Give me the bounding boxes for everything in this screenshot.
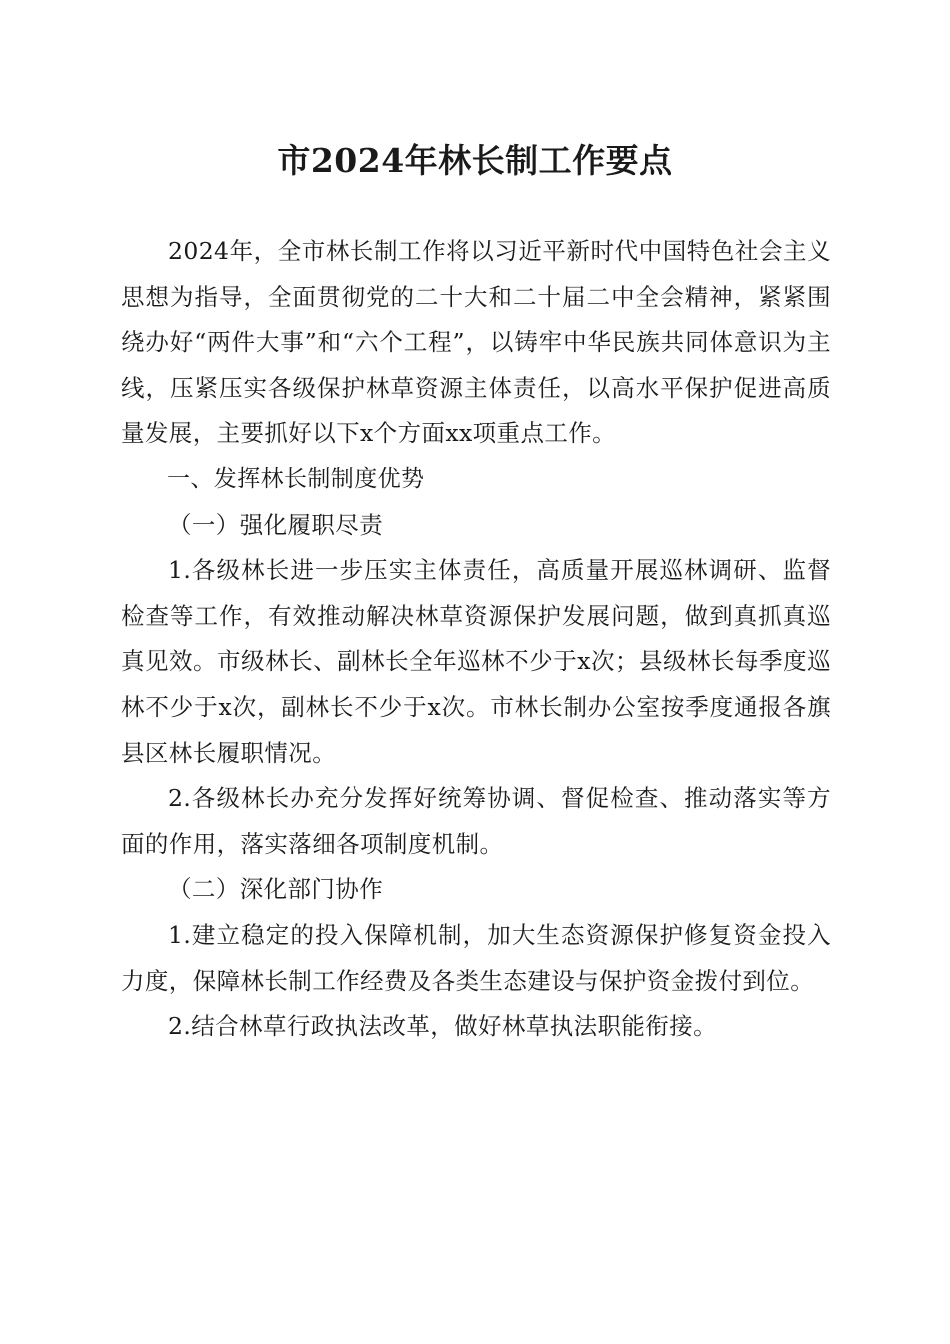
item-paragraph: 2.各级林长办充分发挥好统筹协调、督促检查、推动落实等方面的作用，落实落细各项制度机制。 — [121, 784, 831, 858]
document-title: 市2024年林长制工作要点 — [277, 141, 673, 180]
subsection-heading-2: （二）深化部门协作 — [168, 875, 384, 904]
item-paragraph: 1.各级林长进一步压实主体责任，高质量开展巡林调研、监督检查等工作，有效推动解决林草资源保护发展问题，做到真抓真巡真见效。市级林长、副林长全年巡林不少于x次；县级林长每季度巡林不少于x次，副林长不少于x次。市林长制办公室按季度通报各旗县区林长履职情况。 — [121, 556, 831, 767]
item-paragraph: 1.建立稳定的投入保障机制，加大生态资源保护修复资金投入力度，保障林长制工作经费及各类生态建设与保护资金拨付到位。 — [121, 920, 831, 995]
section-heading-1: 一、发挥林长制制度优势 — [167, 465, 425, 492]
subsection-heading-1: （一）强化履职尽责 — [168, 510, 384, 539]
intro-paragraph: 2024年，全市林长制工作将以习近平新时代中国特色社会主义思想为指导，全面贯彻党的二十大和二十届二中全会精神，紧紧围绕办好“两件大事”和“六个工程”，以铸牢中华民族共同体意识为主线，压紧压实各级保护林草资源主体责任，以高水平保护促进高质量发展，主要抓好以下x个方面xx项重点工作。 — [121, 237, 831, 448]
document-body — [121, 229, 831, 1050]
item-paragraph: 2.结合林草行政执法改革，做好林草执法职能衔接。 — [168, 1012, 718, 1041]
